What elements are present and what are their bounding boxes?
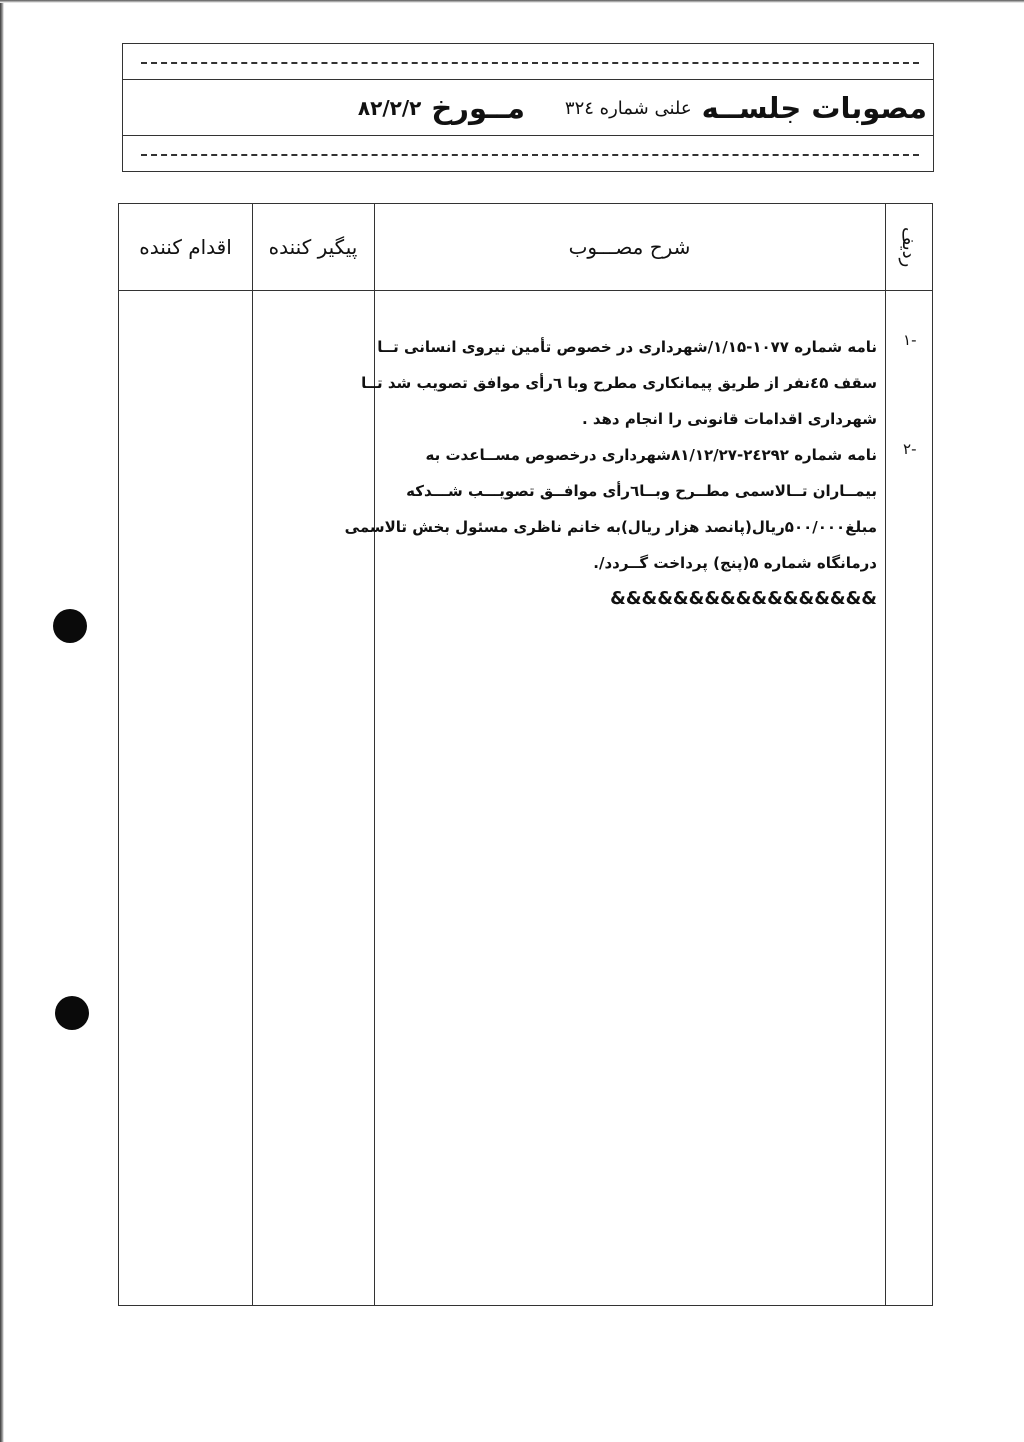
resolution-line: سقف ٤۵نفر از طریق پیمانکاری مطرح وبا ٦رأی موافق تصویب شد تــا xyxy=(361,374,877,392)
header-box xyxy=(122,43,934,172)
header-top-row xyxy=(123,44,933,80)
punch-hole xyxy=(53,609,87,643)
resolution-line: نامه شماره ۱۰۷۷-۱/۱۵/شهرداری در خصوص تأمین نیروی انسانی تــا xyxy=(377,338,877,356)
page-title: مصوبات جلســه xyxy=(701,91,927,125)
session-label: علنی شماره ۳۲٤ xyxy=(564,97,692,119)
column-header-description: شرح مصـــوب xyxy=(568,235,691,259)
column-header-follow-up: پیگیر کننده xyxy=(268,235,358,259)
resolution-line: مبلغ۵۰۰/۰۰۰ریال(پانصد هزار ریال)به خانم ناظری مسئول بخش تالاسمی xyxy=(344,518,877,536)
resolution-text xyxy=(344,329,877,617)
page-edge xyxy=(0,0,4,1442)
date-label: مــورخ xyxy=(431,91,525,125)
closing-mark: &&&&&&&&&&&&&&&&& xyxy=(610,588,877,609)
header-divider xyxy=(119,290,932,291)
session-date: ۸۲/۲/۲ xyxy=(357,96,422,120)
resolution-line: نامه شماره ۲٤۲۹۲-۸۱/۱۲/۲۷شهرداری درخصوص مســاعدت به xyxy=(425,446,877,464)
resolution-line: بیمــاران تــالاسمی مطــرح وبــا٦رأی موافــق تصویـــب شـــدکه xyxy=(406,482,877,500)
column-header-row: ردیف xyxy=(898,226,919,268)
header-bottom-row xyxy=(123,136,933,171)
column-divider xyxy=(885,204,886,1305)
page-edge-top xyxy=(0,0,1024,3)
title-line xyxy=(133,84,927,132)
dashed-line xyxy=(141,62,919,64)
column-header-action: اقدام کننده xyxy=(139,235,232,259)
item-number: -۱ xyxy=(903,331,917,349)
column-divider xyxy=(252,204,253,1305)
item-number: -۲ xyxy=(903,440,917,458)
resolution-line: شهرداری اقدامات قانونی را انجام دهد . xyxy=(581,410,877,428)
resolution-line: درمانگاه شماره ۵(پنج) پرداخت گــردد/. xyxy=(593,554,877,572)
header-title-row xyxy=(123,80,933,136)
punch-hole xyxy=(55,996,89,1030)
dashed-line xyxy=(141,154,919,156)
resolutions-table xyxy=(118,203,933,1306)
